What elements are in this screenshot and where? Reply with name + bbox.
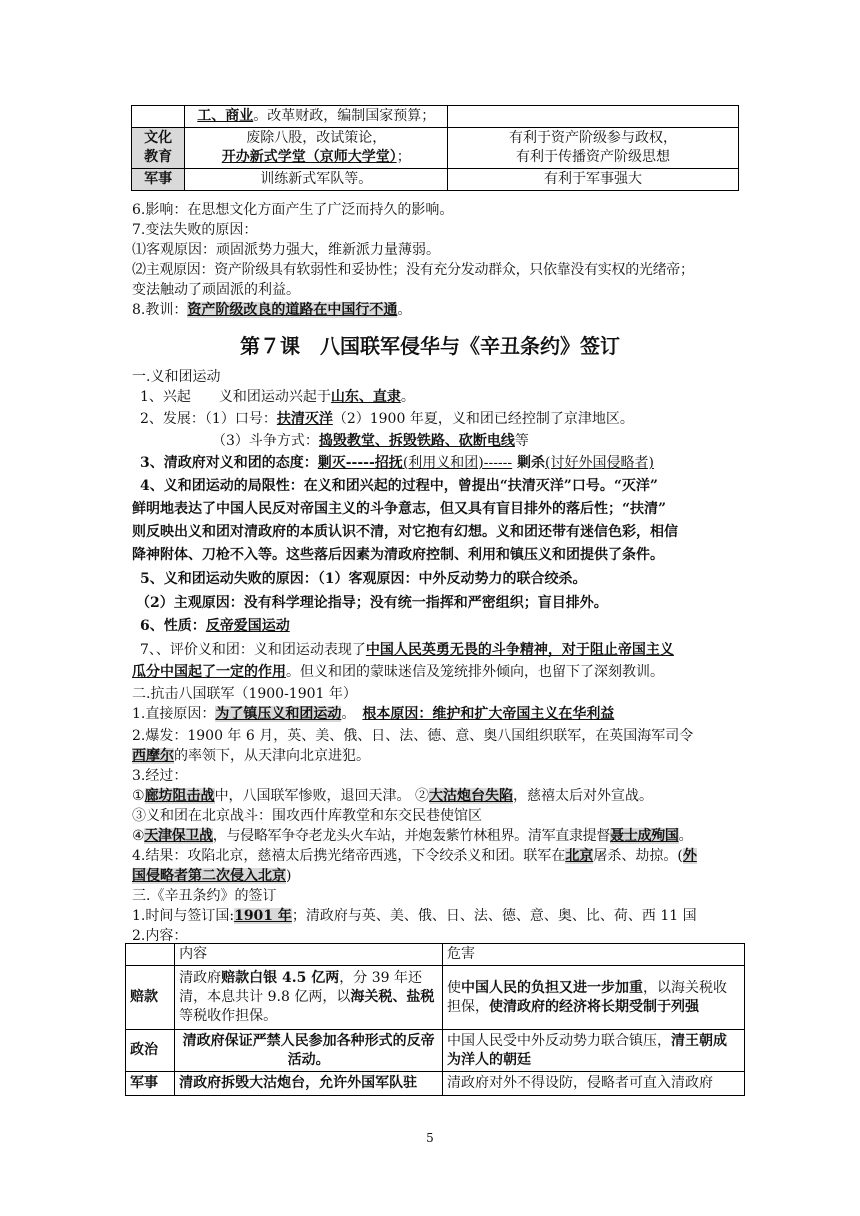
result-1: 4.结果：攻陷北京，慈禧太后携光绪帝西逃，下令绞杀义和团。联军在北京屠杀、劫掠。(外 [132,848,697,864]
row-label-politics: 政治 [126,1030,175,1072]
boxer-evaluation-1: 7、、评价义和团：义和团运动表现了中国人民英勇无畏的斗争精神，对于阻止帝国主义 [140,642,674,658]
subjective-reason-1: ⑵主观原因：资产阶级具有软弱性和妥协性；没有充分发动群众，只依靠没有实权的光绪帝； [132,262,694,278]
limitation-4: 降神附体、刀枪不入等。这些落后因素为清政府控制、利用和镇压义和团提供了条件。 [132,547,664,563]
cell-military-effect: 有利于军事强大 [448,169,739,191]
cell-indemnity-harm: 使中国人民的负担又进一步加重，以海关税收担保，使清政府的经济将长期受制于列强 [443,966,745,1030]
boxer-development-1: 2、发展：（1）口号：扶清灭洋（2）1900 年夏，义和团已经控制了京津地区。 [140,411,634,427]
lesson-line: 8.教训：资产阶级改良的道路在中国行不通。 [132,302,412,318]
col-header-harm: 危害 [443,944,745,966]
boxer-evaluation-2: 瓜分中国起了一定的作用。但义和团的蒙昧迷信及笼统排外倾向，也留下了深刻教训。 [132,664,664,680]
cell-military-treaty-content: 清政府拆毁大沽炮台，允许外国军队驻 [175,1072,443,1096]
boxer-failure-2: （2）主观原因：没有科学理论指导；没有统一指挥和严密组织；盲目排外。 [136,595,608,611]
outbreak-2: 西摩尔的率领下，从天津向北京进犯。 [132,748,370,764]
page-number: 5 [426,1131,434,1145]
process-2: ③义和团在北京战斗：围攻西什库教堂和东交民巷使馆区 [132,808,482,824]
row-label-military: 军事 [132,169,185,191]
treaty-content-heading: 2.内容： [132,928,188,944]
boxer-rise: 1、兴起 义和团运动兴起于山东、直隶。 [140,389,415,405]
cell-economy: 工、商业。改革财政，编制国家预算； [185,106,448,128]
section-treaty: 三.《辛丑条约》的签订 [132,888,277,904]
limitation-1: 4、义和团运动的局限性：在义和团兴起的过程中，曾提出“扶清灭洋”口号。“灭洋” [140,478,658,494]
boxer-development-2: （3）斗争方式：捣毁教堂、拆毁铁路、砍断电线等 [212,433,529,449]
process-3: ④天津保卫战，与侵略军争夺老龙头火车站，并炮轰紫竹林租界。清军直隶提督聂士成殉国。 [132,828,693,844]
boxer-nature: 6、性质：反帝爱国运动 [140,618,290,634]
qing-attitude: 3、清政府对义和团的态度：剿灭-----招抚(利用义和团)------ 剿杀(讨好外国侵略者) [140,455,654,471]
process-heading: 3.经过： [132,768,188,784]
limitation-2: 鲜明地表达了中国人民反对帝国主义的斗争意志，但又具有盲目排外的落后性；“扶清” [132,501,667,517]
cell-politics-content: 清政府保证严禁人民参加各种形式的反帝活动。 [175,1030,443,1072]
boxer-failure-1: 5、义和团运动失败的原因：（1）客观原因：中外反动势力的联合绞杀。 [140,571,587,587]
cell-military-content: 训练新式军队等。 [185,169,448,191]
cell-culture-content: 废除八股，改试策论， 开办新式学堂（京师大学堂）； [185,128,448,169]
cell-politics-harm: 中国人民受中外反动势力联合镇压，清王朝成为洋人的朝廷 [443,1030,745,1072]
row-label-indemnity: 赔款 [126,966,175,1030]
process-1: ①廊坊阻击战中，八国联军惨败，退回天津。 ②大沽炮台失陷，慈禧太后对外宣战。 [132,788,654,804]
outbreak-1: 2.爆发：1900 年 6 月，英、美、俄、日、法、德、意、奥八国组织联军，在英国海军司令 [132,728,694,744]
treaty-table [125,943,745,1096]
cell-military-treaty-harm: 清政府对外不得设防，侵略者可直入清政府 [443,1072,745,1096]
cell-indemnity-content: 清政府赔款白银 4.5 亿两，分 39 年还清，本息共计 9.8 亿两，以海关税、盐税等税收作担保。 [175,966,443,1030]
reform-table [131,105,739,191]
section-eight-nation: 二.抗击八国联军（1900-1901 年） [132,686,357,702]
objective-reason: ⑴客观原因：顽固派势力强大，维新派力量薄弱。 [132,242,440,258]
failure-reasons: 7.变法失败的原因： [132,222,258,238]
cell-culture-effect: 有利于资产阶级参与政权， 有利于传播资产阶级思想 [448,128,739,169]
section-boxer: 一.义和团运动 [132,369,221,385]
result-2: 国侵略者第二次侵入北京) [132,868,292,884]
lesson-heading: 第７课 八国联军侵华与《辛丑条约》签订 [240,334,620,358]
row-label-culture: 文化教育 [132,128,185,169]
row-label-military-treaty: 军事 [126,1072,175,1096]
subjective-reason-2: 变法触动了顽固派的利益。 [132,282,300,298]
limitation-3: 则反映出义和团对清政府的本质认识不清，对它抱有幻想。义和团还带有迷信色彩，相信 [132,524,678,540]
direct-cause: 1.直接原因：为了镇压义和团运动。 根本原因：维护和扩大帝国主义在华利益 [132,706,615,722]
treaty-time: 1.时间与签订国:1901 年；清政府与英、美、俄、日、法、德、意、奥、比、荷、西 11 国 [132,908,697,924]
col-header-content: 内容 [175,944,443,966]
influence-line: 6.影响：在思想文化方面产生了广泛而持久的影响。 [132,202,454,218]
